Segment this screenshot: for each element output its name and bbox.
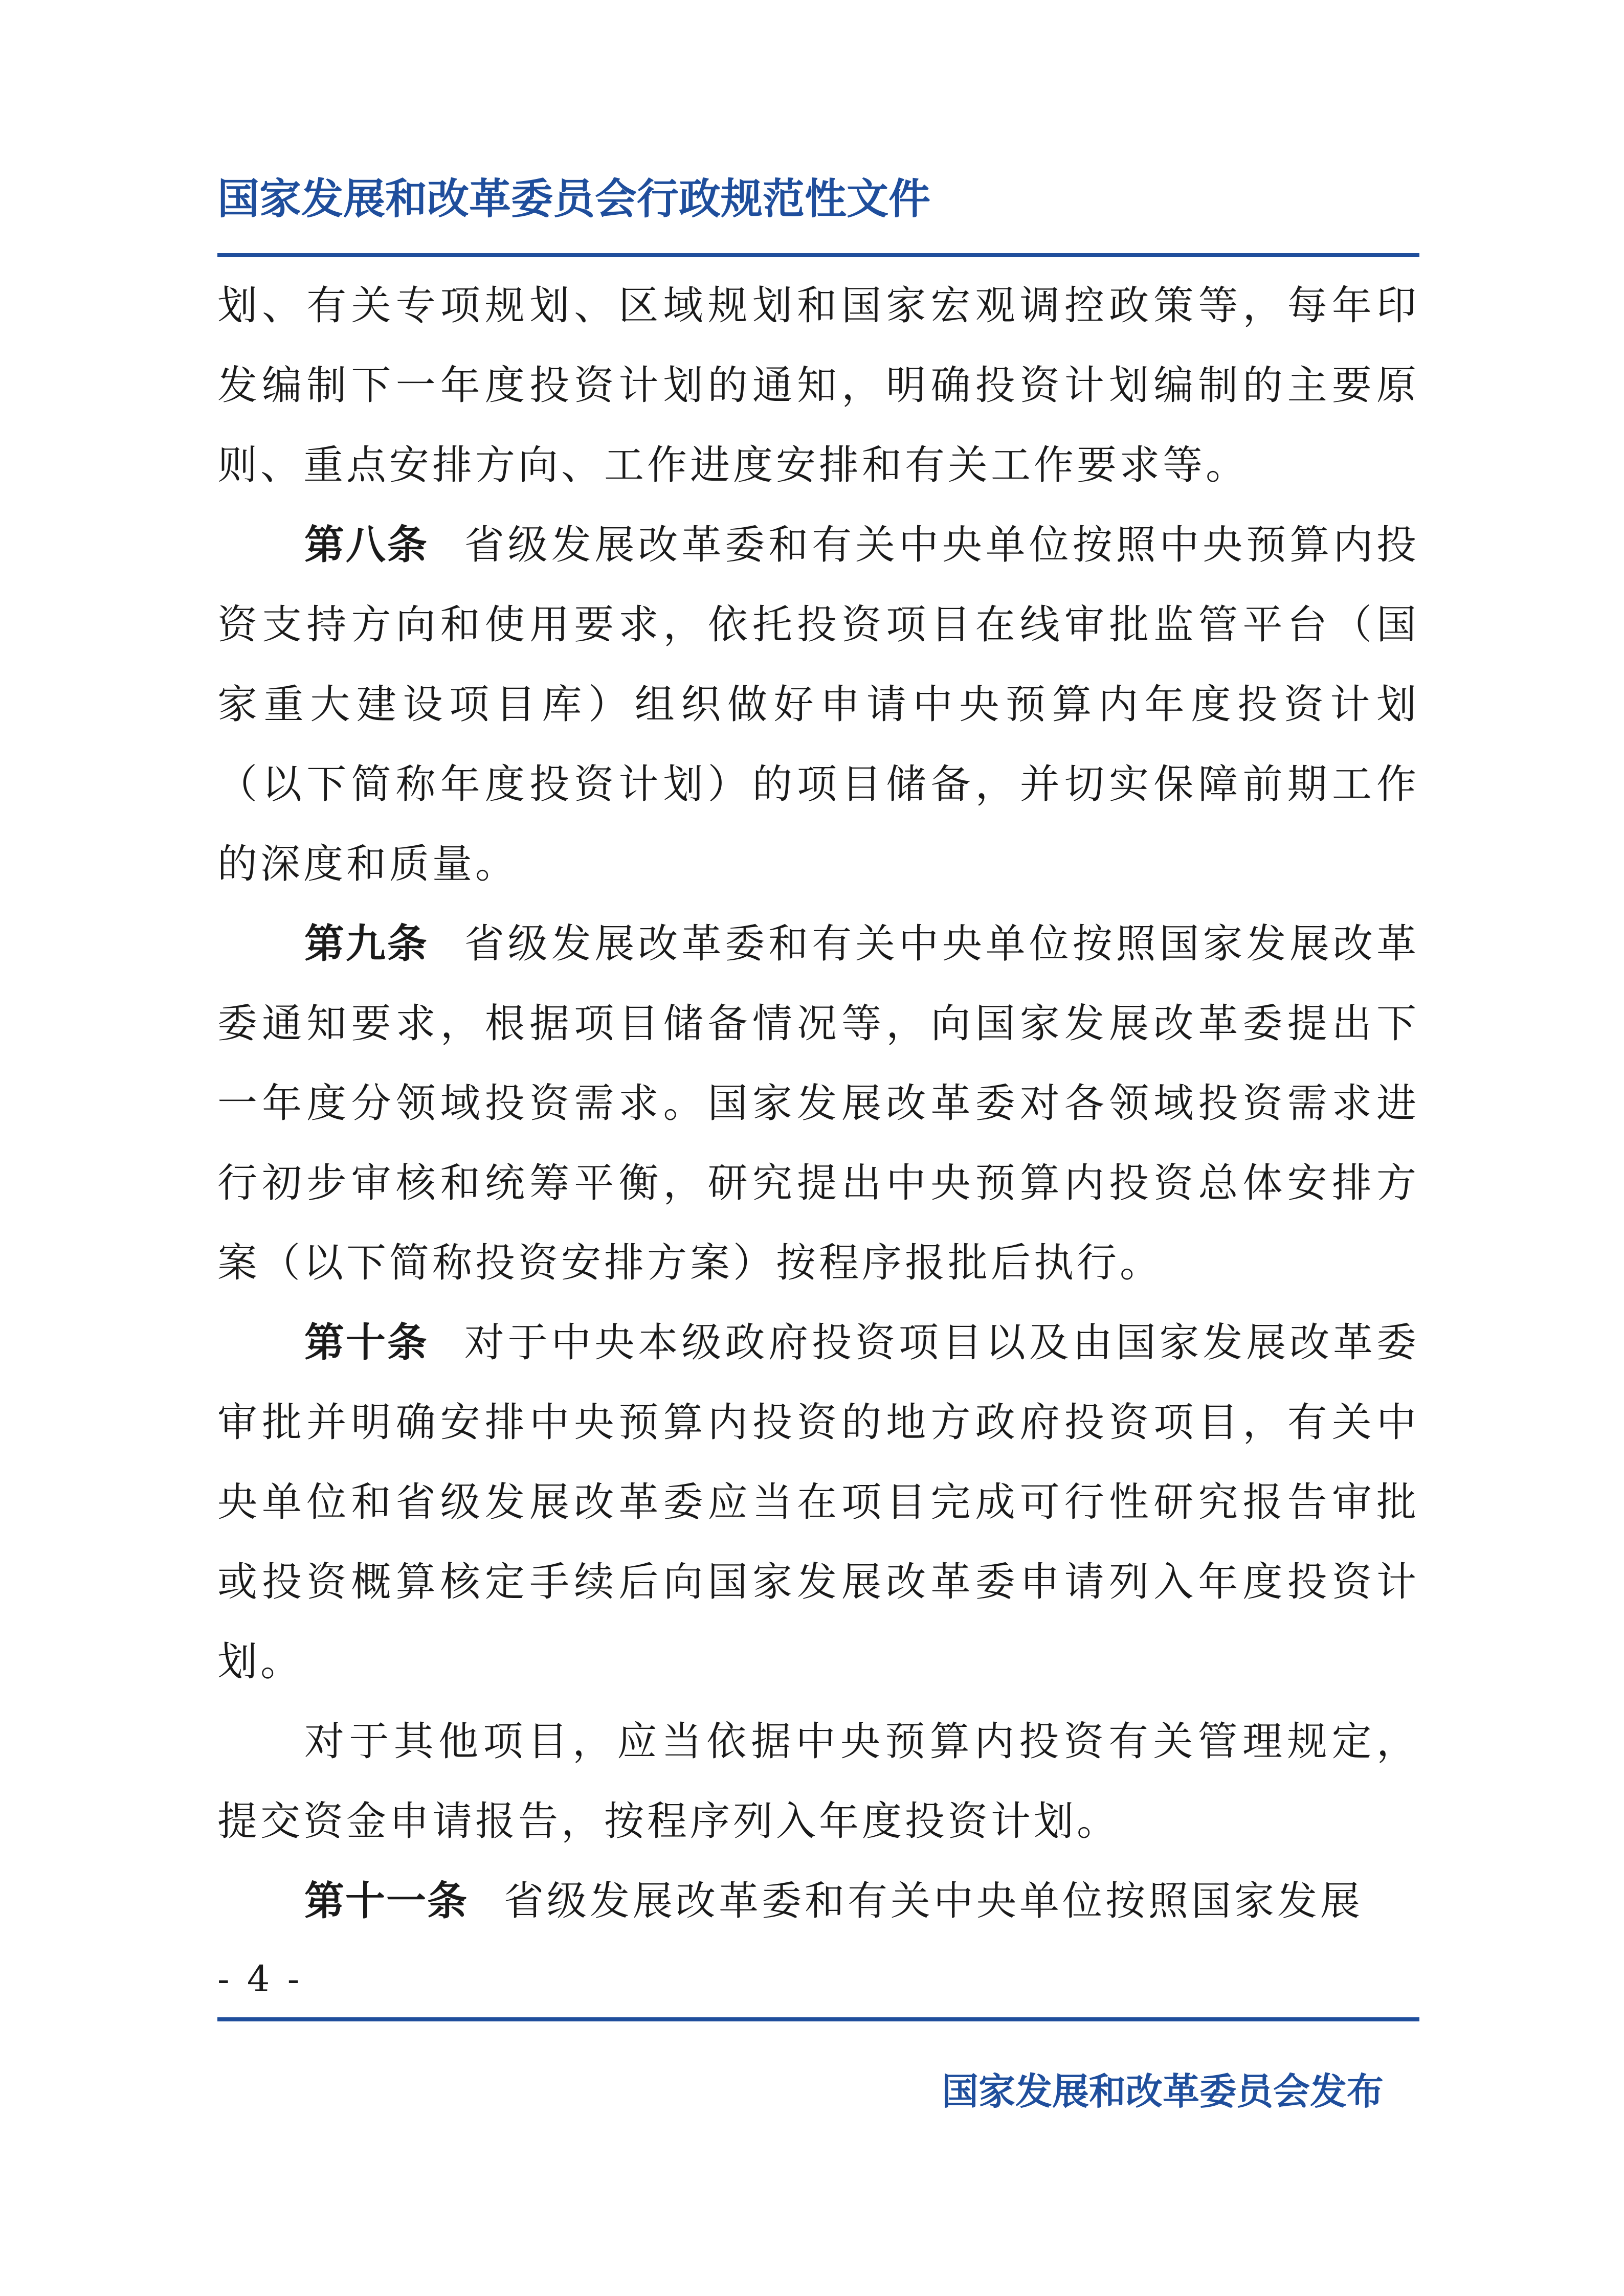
article-10-paragraph-2 [217,1702,1419,1861]
document-body [217,266,1419,1941]
footer-divider [217,2017,1419,2021]
footer-publisher: 国家发展和改革委员会发布 [941,2070,1384,2113]
document-header-title: 国家发展和改革委员会行政规范性文件 [217,175,931,223]
article-10 [217,1303,1419,1702]
paragraph-text: 省级发展改革委和有关中央单位按照国家发展改革委通知要求，根据项目储备情况等，向国家发展改革委提出下一年度分领域投资需求。国家发展改革委对各领域投资需求进行初步审核和统筹平衡，研究提出中央预算内投资总体安排方案（以下简称投资安排方案）按程序报批后执行。 [217,921,1419,1286]
article-8 [217,505,1419,904]
article-label: 第十条 [304,1320,429,1366]
article-label: 第十一条 [304,1878,469,1924]
article-label: 第九条 [304,921,429,967]
article-label: 第八条 [304,522,429,568]
paragraph-continuation [217,266,1419,505]
header-divider [217,253,1419,257]
paragraph-text: 省级发展改革委和有关中央单位按照中央预算内投资支持方向和使用要求，依托投资项目在线审批监管平台（国家重大建设项目库）组织做好申请中央预算内年度投资计划（以下简称年度投资计划）的项目储备，并切实保障前期工作的深度和质量。 [217,522,1419,887]
article-9 [217,904,1419,1303]
paragraph-text: 对于其他项目，应当依据中央预算内投资有关管理规定，提交资金申请报告，按程序列入年度投资计划。 [217,1719,1419,1844]
article-11 [217,1861,1419,1941]
paragraph-text: 划、有关专项规划、区域规划和国家宏观调控政策等，每年印发编制下一年度投资计划的通知，明确投资计划编制的主要原则、重点安排方向、工作进度安排和有关工作要求等。 [217,283,1419,488]
page-number: - 4 - [217,1958,303,2000]
paragraph-text: 对于中央本级政府投资项目以及由国家发展改革委审批并明确安排中央预算内投资的地方政府投资项目，有关中央单位和省级发展改革委应当在项目完成可行性研究报告审批或投资概算核定手续后向国家发展改革委申请列入年度投资计划。 [217,1320,1419,1685]
paragraph-text: 省级发展改革委和有关中央单位按照国家发展 [504,1878,1364,1924]
